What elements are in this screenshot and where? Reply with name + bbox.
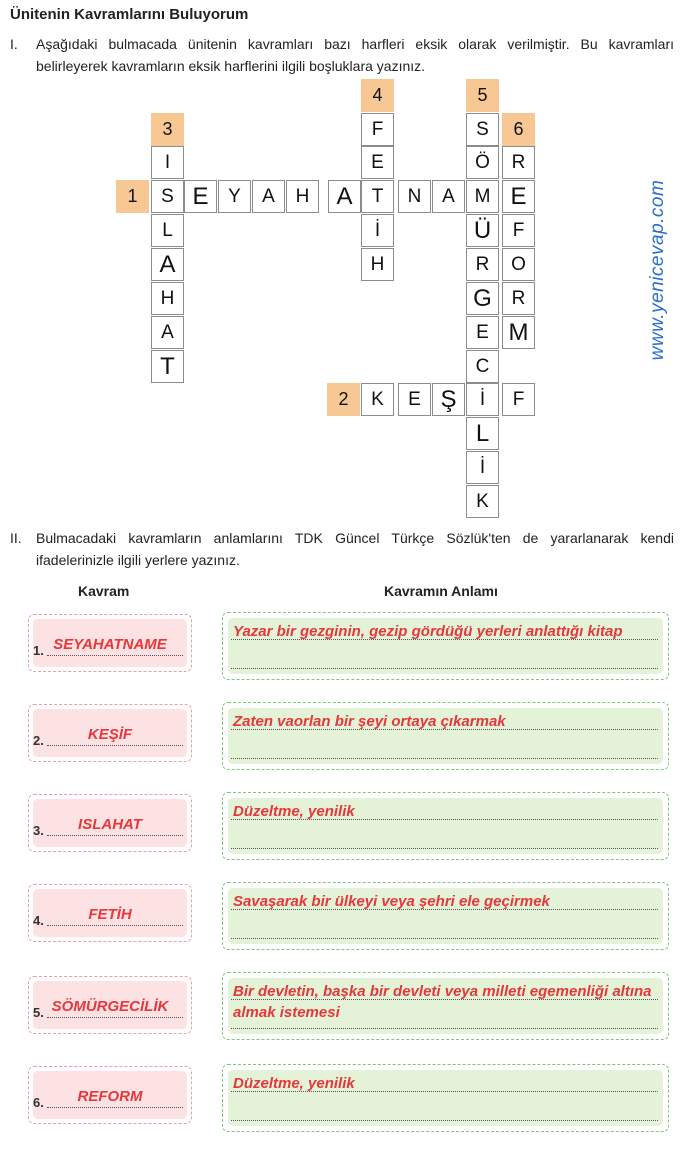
meaning-box-3 xyxy=(222,792,669,860)
meaning-answer-6[interactable]: Düzeltme, yenilik xyxy=(233,1075,355,1092)
concept-box-6 xyxy=(28,1066,192,1124)
meaning-answer-2[interactable]: Zaten vaorlan bir şeyi ortaya çıkarmak xyxy=(233,713,506,730)
cell-down6-1: R xyxy=(502,146,535,179)
concept-answer-4[interactable]: FETİH xyxy=(88,906,132,923)
concept-answer-6[interactable]: REFORM xyxy=(77,1088,143,1105)
cell-across1-8: N xyxy=(398,180,431,213)
meaning-box-6 xyxy=(222,1064,669,1132)
header-concept: Kavram xyxy=(78,583,130,599)
cell-across1-6: A xyxy=(328,180,361,213)
concept-box-3 xyxy=(28,794,192,852)
cell-across2-3: Ş xyxy=(432,383,465,416)
concept-answer-1[interactable]: SEYAHATNAME xyxy=(53,636,167,653)
clue-number-5: 5 xyxy=(466,79,499,112)
concept-box-2 xyxy=(28,704,192,762)
cell-down5-7: E xyxy=(466,316,499,349)
meaning-box-2 xyxy=(222,702,669,770)
concept-answer-2[interactable]: KEŞİF xyxy=(87,726,133,743)
cell-down4-2: E xyxy=(361,146,394,179)
crossword xyxy=(0,0,681,520)
clue-number-2: 2 xyxy=(327,383,360,416)
cell-down3-1: I xyxy=(151,146,184,179)
concept-label-5: 5. xyxy=(33,1005,44,1020)
cell-down5-4: Ü xyxy=(466,214,499,247)
cell-down5-2: Ö xyxy=(466,146,499,179)
cell-down4-4: İ xyxy=(361,214,394,247)
meaning-box-5 xyxy=(222,972,669,1040)
clue-number-6: 6 xyxy=(502,113,535,146)
clue-number-3: 3 xyxy=(151,113,184,146)
concept-answer-5[interactable]: SÖMÜRGECİLİK xyxy=(51,998,169,1015)
cell-down3-6: A xyxy=(151,316,184,349)
cell-across1-1: S xyxy=(151,180,184,213)
meaning-answer-1[interactable]: Yazar bir gezginin, gezip gördüğü yerleri anlattığı kitap xyxy=(233,623,623,640)
cell-down6-6: M xyxy=(502,316,535,349)
concept-box-1 xyxy=(28,614,192,672)
cell-down5-6: G xyxy=(466,282,499,315)
instruction-2-number: II. xyxy=(10,530,22,546)
header-meaning: Kavramın Anlamı xyxy=(384,583,498,599)
cell-across2-2: E xyxy=(398,383,431,416)
page-title: Ünitenin Kavramlarını Buluyorum xyxy=(10,6,249,23)
concept-answer-3[interactable]: ISLAHAT xyxy=(78,816,142,833)
cell-across2-4: İ xyxy=(466,383,499,416)
cell-across1-5: H xyxy=(286,180,319,213)
concept-label-2: 2. xyxy=(33,733,44,748)
cell-across2-5: F xyxy=(502,383,535,416)
watermark: www.yenicevap.com xyxy=(647,179,668,361)
cell-across1-7: T xyxy=(361,180,394,213)
cell-down5-8: C xyxy=(466,350,499,383)
clue-number-1: 1 xyxy=(116,180,149,213)
cell-down5-12: K xyxy=(466,485,499,518)
meaning-answer-4[interactable]: Savaşarak bir ülkeyi veya şehri ele geçirmek xyxy=(233,893,550,910)
concept-label-6: 6. xyxy=(33,1095,44,1110)
instruction-1-text: Aşağıdaki bulmacada ünitenin kavramları bazı harfleri eksik olarak verilmiştir. Bu kavramları belirleyerek kavramların eksik harflerini ilgili boşluklara yazınız. xyxy=(36,36,674,74)
cell-down5-10: L xyxy=(466,417,499,450)
instruction-2 xyxy=(10,527,674,573)
concept-label-1: 1. xyxy=(33,643,44,658)
cell-down3-7: T xyxy=(151,350,184,383)
cell-down6-3: F xyxy=(502,214,535,247)
concept-box-5 xyxy=(28,976,192,1034)
cell-across1-2: E xyxy=(184,180,217,213)
instruction-2-text: Bulmacadaki kavramların anlamlarını TDK Güncel Türkçe Sözlük'ten de yararlanarak kendi ifadelerinizle ilgili yerlere yazınız. xyxy=(36,530,674,568)
cell-across1-4: A xyxy=(252,180,285,213)
cell-down5-11: İ xyxy=(466,451,499,484)
cell-across1-10: M xyxy=(466,180,499,213)
cell-down5-1: S xyxy=(466,113,499,146)
cell-down6-4: O xyxy=(502,248,535,281)
cell-across2-1: K xyxy=(361,383,394,416)
cell-down3-3: L xyxy=(151,214,184,247)
concept-box-4 xyxy=(28,884,192,942)
concept-label-4: 4. xyxy=(33,913,44,928)
instruction-1-number: I. xyxy=(10,36,18,52)
meaning-answer-3[interactable]: Düzeltme, yenilik xyxy=(233,803,355,820)
cell-across1-9: A xyxy=(432,180,465,213)
clue-number-4: 4 xyxy=(361,79,394,112)
meaning-answer-5[interactable]: Bir devletin, başka bir devleti veya milleti egemenliği altına almak istemesi xyxy=(233,983,652,1021)
cell-down4-1: F xyxy=(361,113,394,146)
cell-across1-3: Y xyxy=(218,180,251,213)
cell-down6-5: R xyxy=(502,282,535,315)
meaning-box-1 xyxy=(222,612,669,680)
cell-down3-4: A xyxy=(151,248,184,281)
cell-down4-5: H xyxy=(361,248,394,281)
cell-down5-5: R xyxy=(466,248,499,281)
cell-down3-5: H xyxy=(151,282,184,315)
concept-label-3: 3. xyxy=(33,823,44,838)
cell-across1-11: E xyxy=(502,180,535,213)
meaning-box-4 xyxy=(222,882,669,950)
